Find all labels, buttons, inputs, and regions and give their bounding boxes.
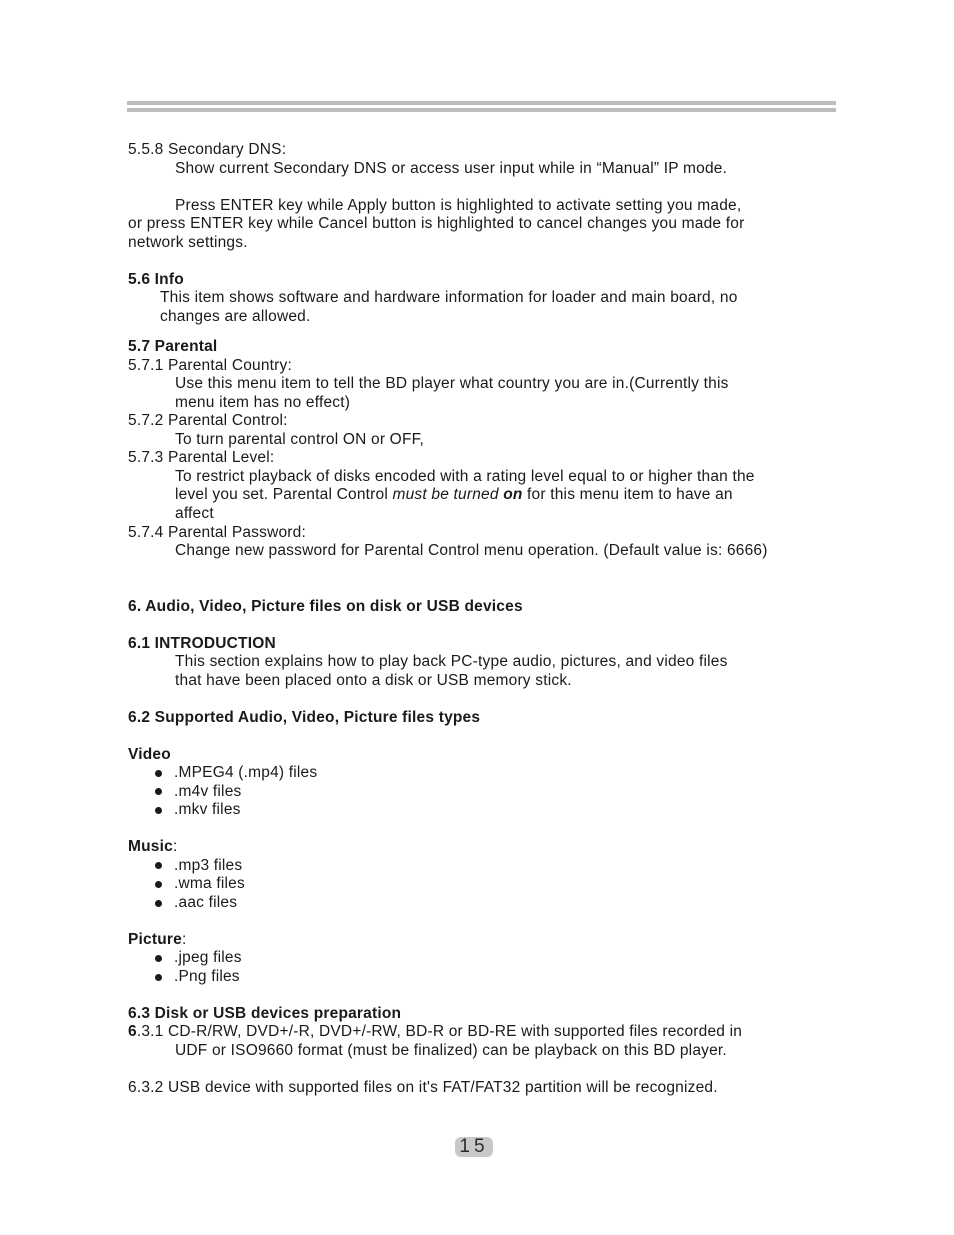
section-6-3-2-line: 6.3.2 USB device with supported files on it's FAT/FAT32 partition will be recognized. — [128, 1079, 718, 1096]
bullet-icon — [155, 788, 162, 795]
parental-level-line-1: To restrict playback of disks encoded with a rating level equal to or higher than the — [175, 468, 755, 485]
apply-note-line-3: network settings. — [128, 234, 248, 251]
section-6-3-1-text: .3.1 CD-R/RW, DVD+/-R, DVD+/-RW, BD-R or BD-RE with supported files recorded in — [136, 1023, 743, 1040]
bullet-icon — [155, 862, 162, 869]
picture-label-text: Picture — [128, 931, 182, 948]
parental-country-title: 5.7.1 Parental Country: — [128, 357, 292, 374]
parental-level-line-2-italic: must be turned — [392, 486, 504, 503]
music-label-colon: : — [172, 838, 178, 855]
parental-level-line-2-bold-on: on — [503, 486, 523, 503]
section-6-3-1-line-1 — [128, 1023, 742, 1041]
section-5-5-8-desc: Show current Secondary DNS or access user input while in “Manual” IP mode. — [175, 160, 728, 177]
parental-level-title: 5.7.3 Parental Level: — [128, 449, 275, 466]
music-label — [128, 838, 177, 856]
section-6-1-heading: 6.1 INTRODUCTION — [128, 635, 276, 652]
page-number: 15 — [455, 1137, 493, 1157]
section-6-3-heading: 6.3 Disk or USB devices preparation — [128, 1005, 402, 1022]
picture-label — [128, 931, 186, 949]
music-label-text: Music — [128, 838, 173, 855]
parental-country-line-2: menu item has no effect) — [175, 394, 351, 411]
parental-level-line-2-d: for this menu item to have an — [522, 486, 733, 503]
header-rule-bottom — [127, 108, 836, 112]
section-5-6-line-2: changes are allowed. — [160, 308, 311, 325]
video-item-2: .m4v files — [174, 783, 242, 800]
bullet-icon — [155, 955, 162, 962]
picture-item-2: .Png files — [174, 968, 240, 985]
video-item-1: .MPEG4 (.mp4) files — [174, 764, 318, 781]
parental-level-line-3: affect — [175, 505, 214, 522]
apply-note-line-1: Press ENTER key while Apply button is highlighted to activate setting you made, — [175, 197, 742, 214]
music-item-1: .mp3 files — [174, 857, 243, 874]
section-6-1-line-2: that have been placed onto a disk or USB memory stick. — [175, 672, 572, 689]
bullet-icon — [155, 807, 162, 814]
parental-control-line-1: To turn parental control ON or OFF, — [175, 431, 425, 448]
section-6-1-line-1: This section explains how to play back PC-type audio, pictures, and video files — [175, 653, 728, 670]
section-5-6-line-1: This item shows software and hardware information for loader and main board, no — [160, 289, 738, 306]
parental-level-line-2 — [175, 486, 733, 504]
picture-item-1: .jpeg files — [174, 949, 242, 966]
section-6-3-1-num-bold: 6 — [128, 1023, 137, 1040]
music-item-2: .wma files — [174, 875, 245, 892]
section-5-6-heading: 5.6 Info — [128, 271, 184, 288]
section-5-7-heading: 5.7 Parental — [128, 338, 218, 355]
section-6-3-1-line-2: UDF or ISO9660 format (must be finalized) can be playback on this BD player. — [175, 1042, 727, 1059]
chapter-6-heading: 6. Audio, Video, Picture files on disk or USB devices — [128, 598, 523, 615]
apply-note-line-2: or press ENTER key while Cancel button is highlighted to cancel changes you made for — [128, 215, 745, 232]
parental-password-line-1: Change new password for Parental Control menu operation. (Default value is: 6666) — [175, 542, 768, 559]
video-label: Video — [128, 746, 171, 763]
parental-control-title: 5.7.2 Parental Control: — [128, 412, 288, 429]
parental-password-title: 5.7.4 Parental Password: — [128, 524, 306, 541]
parental-level-line-2-a: level you set. Parental Control — [175, 486, 393, 503]
header-rule-top — [127, 101, 836, 105]
bullet-icon — [155, 900, 162, 907]
bullet-icon — [155, 881, 162, 888]
section-5-5-8-title: 5.5.8 Secondary DNS: — [128, 141, 287, 158]
bullet-icon — [155, 974, 162, 981]
parental-country-line-1: Use this menu item to tell the BD player what country you are in.(Currently this — [175, 375, 729, 392]
bullet-icon — [155, 770, 162, 777]
music-item-3: .aac files — [174, 894, 238, 911]
picture-label-colon: : — [181, 931, 187, 948]
section-6-2-heading: 6.2 Supported Audio, Video, Picture files types — [128, 709, 481, 726]
video-item-3: .mkv files — [174, 801, 241, 818]
